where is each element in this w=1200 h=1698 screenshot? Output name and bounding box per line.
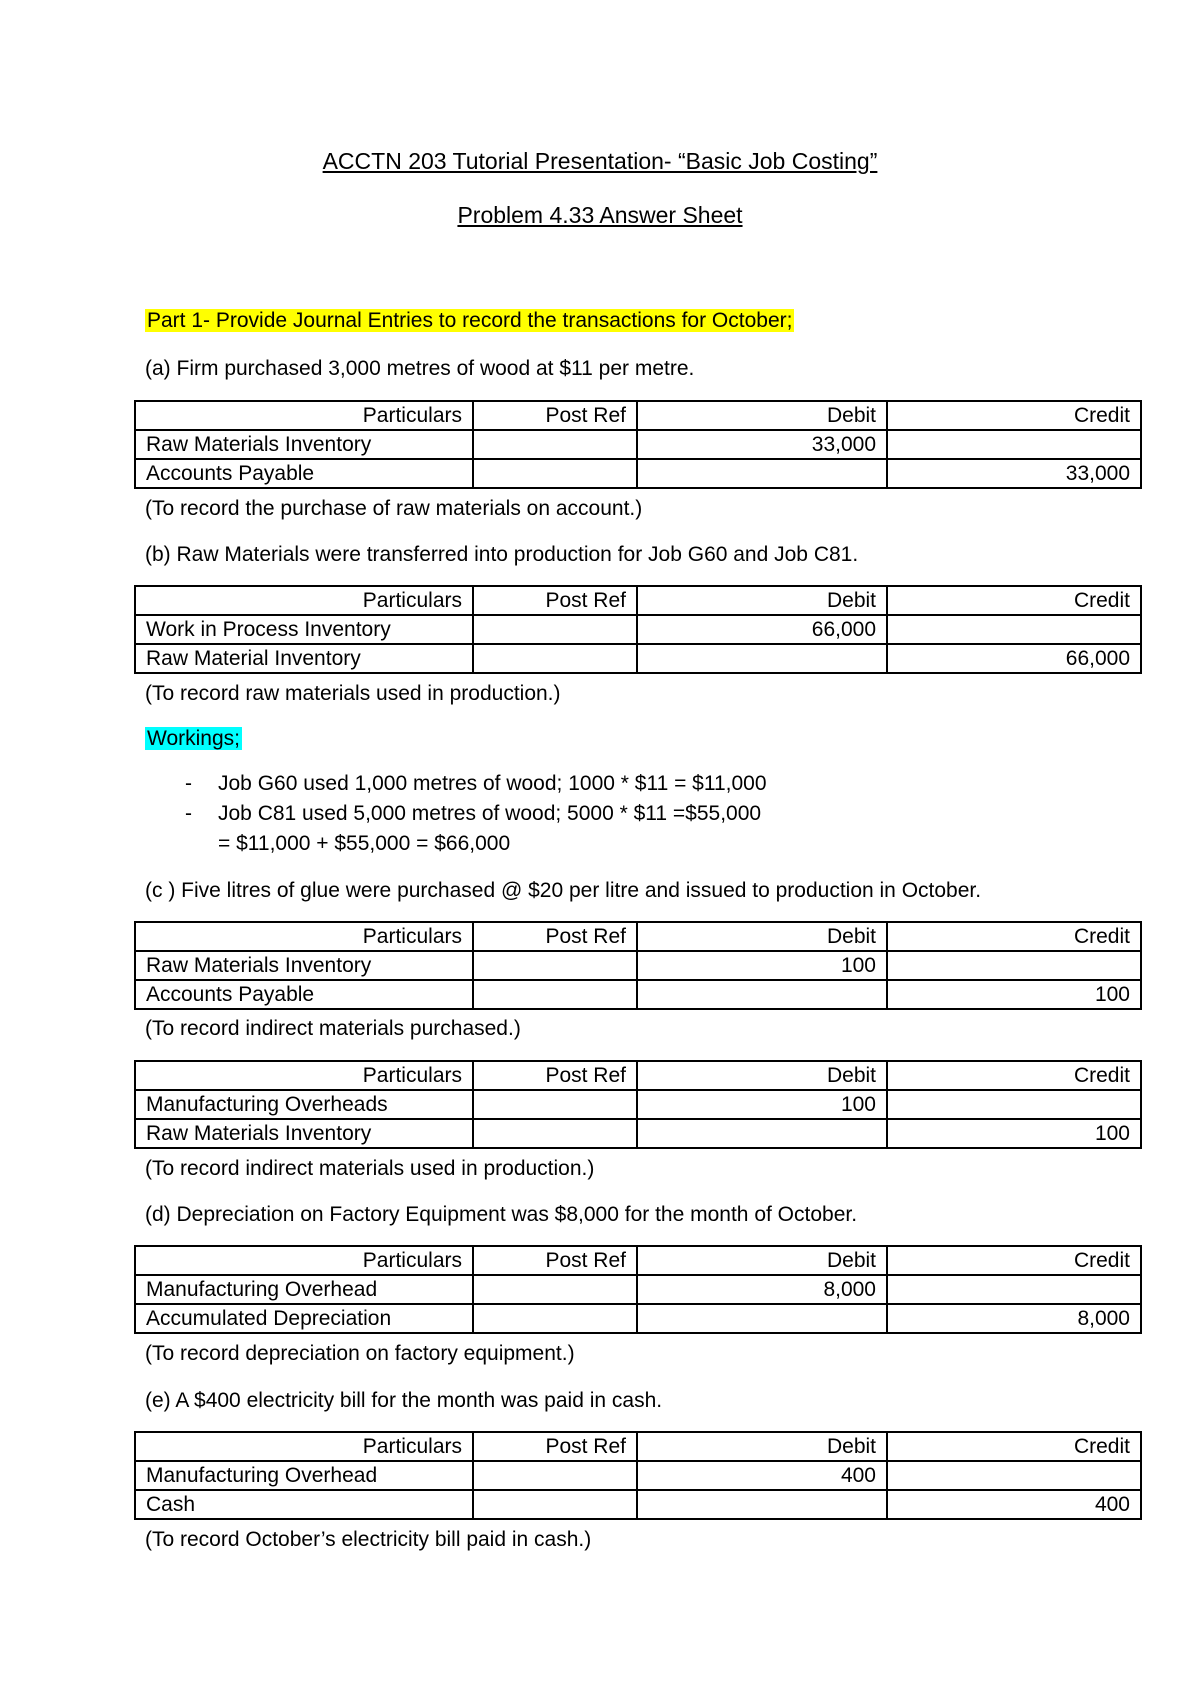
col-debit: Debit	[637, 1061, 887, 1090]
table-row	[135, 980, 1141, 1009]
col-post-ref: Post Ref	[473, 586, 637, 615]
particulars-cell: Accumulated Depreciation	[135, 1304, 473, 1333]
table-row	[135, 1461, 1141, 1490]
debit-cell: 8,000	[637, 1275, 887, 1304]
post-ref-cell	[473, 459, 637, 488]
note-d: (To record depreciation on factory equipment.)	[145, 1342, 575, 1365]
workings-total: = $11,000 + $55,000 = $66,000	[218, 832, 511, 855]
particulars-cell: Cash	[135, 1490, 473, 1519]
credit-cell: 8,000	[887, 1304, 1141, 1333]
question-d: (d) Depreciation on Factory Equipment was $8,000 for the month of October.	[145, 1203, 858, 1226]
col-particulars: Particulars	[135, 1432, 473, 1461]
page-title: ACCTN 203 Tutorial Presentation- “Basic Job Costing”	[322, 148, 878, 174]
credit-cell: 33,000	[887, 459, 1141, 488]
post-ref-cell	[473, 1119, 637, 1148]
workings-bullet: -	[185, 802, 192, 825]
col-particulars: Particulars	[135, 401, 473, 430]
note-a: (To record the purchase of raw materials on account.)	[145, 497, 643, 520]
journal-table-e	[134, 1431, 1142, 1520]
col-debit: Debit	[637, 1432, 887, 1461]
workings-bullet: -	[185, 772, 192, 795]
particulars-cell: Manufacturing Overhead	[135, 1461, 473, 1490]
credit-cell: 66,000	[887, 644, 1141, 673]
workings-label-text: Workings;	[147, 727, 240, 750]
table-header-row	[135, 586, 1141, 615]
particulars-cell: Raw Material Inventory	[135, 644, 473, 673]
workings-line: Job C81 used 5,000 metres of wood; 5000 * $11 =$55,000	[218, 802, 762, 825]
journal-table-c2	[134, 1060, 1142, 1149]
col-post-ref: Post Ref	[473, 1061, 637, 1090]
credit-cell	[887, 1461, 1141, 1490]
debit-cell	[637, 644, 887, 673]
note-c2: (To record indirect materials used in production.)	[145, 1157, 595, 1180]
debit-cell	[637, 1490, 887, 1519]
debit-cell	[637, 1119, 887, 1148]
debit-cell: 100	[637, 1090, 887, 1119]
post-ref-cell	[473, 1090, 637, 1119]
col-particulars: Particulars	[135, 1246, 473, 1275]
post-ref-cell	[473, 430, 637, 459]
note-b: (To record raw materials used in production.)	[145, 682, 561, 705]
col-particulars: Particulars	[135, 1061, 473, 1090]
credit-cell	[887, 430, 1141, 459]
debit-cell	[637, 459, 887, 488]
journal-table-b	[134, 585, 1142, 674]
particulars-cell: Accounts Payable	[135, 980, 473, 1009]
table-row	[135, 1275, 1141, 1304]
col-credit: Credit	[887, 401, 1141, 430]
debit-cell: 66,000	[637, 615, 887, 644]
credit-cell	[887, 615, 1141, 644]
journal-table-c1	[134, 921, 1142, 1010]
particulars-cell: Work in Process Inventory	[135, 615, 473, 644]
post-ref-cell	[473, 615, 637, 644]
col-debit: Debit	[637, 922, 887, 951]
credit-cell: 100	[887, 980, 1141, 1009]
particulars-cell: Raw Materials Inventory	[135, 1119, 473, 1148]
col-credit: Credit	[887, 922, 1141, 951]
table-header-row	[135, 401, 1141, 430]
table-row	[135, 644, 1141, 673]
post-ref-cell	[473, 1304, 637, 1333]
credit-cell	[887, 1090, 1141, 1119]
credit-cell	[887, 1275, 1141, 1304]
question-a: (a) Firm purchased 3,000 metres of wood at $11 per metre.	[145, 357, 695, 380]
col-post-ref: Post Ref	[473, 1432, 637, 1461]
col-credit: Credit	[887, 1061, 1141, 1090]
workings-line: Job G60 used 1,000 metres of wood; 1000 * $11 = $11,000	[218, 772, 767, 795]
table-row	[135, 459, 1141, 488]
note-c1: (To record indirect materials purchased.)	[145, 1017, 521, 1040]
col-post-ref: Post Ref	[473, 401, 637, 430]
table-row	[135, 1090, 1141, 1119]
journal-table-a	[134, 400, 1142, 489]
table-row	[135, 1490, 1141, 1519]
col-credit: Credit	[887, 1432, 1141, 1461]
question-c: (c ) Five litres of glue were purchased @ $20 per litre and issued to production in October.	[145, 879, 982, 902]
debit-cell: 400	[637, 1461, 887, 1490]
col-particulars: Particulars	[135, 922, 473, 951]
post-ref-cell	[473, 1461, 637, 1490]
credit-cell: 400	[887, 1490, 1141, 1519]
table-header-row	[135, 1246, 1141, 1275]
col-credit: Credit	[887, 586, 1141, 615]
particulars-cell: Manufacturing Overhead	[135, 1275, 473, 1304]
workings-label	[145, 727, 242, 751]
col-post-ref: Post Ref	[473, 922, 637, 951]
particulars-cell: Accounts Payable	[135, 459, 473, 488]
credit-cell: 100	[887, 1119, 1141, 1148]
col-post-ref: Post Ref	[473, 1246, 637, 1275]
col-credit: Credit	[887, 1246, 1141, 1275]
col-particulars: Particulars	[135, 586, 473, 615]
post-ref-cell	[473, 644, 637, 673]
page-subtitle: Problem 4.33 Answer Sheet	[457, 202, 743, 228]
question-b: (b) Raw Materials were transferred into production for Job G60 and Job C81.	[145, 543, 859, 566]
part1-heading-text: Part 1- Provide Journal Entries to record the transactions for October;	[147, 309, 793, 332]
debit-cell	[637, 980, 887, 1009]
debit-cell	[637, 1304, 887, 1333]
table-row	[135, 951, 1141, 980]
post-ref-cell	[473, 1275, 637, 1304]
debit-cell: 100	[637, 951, 887, 980]
particulars-cell: Manufacturing Overheads	[135, 1090, 473, 1119]
table-row	[135, 430, 1141, 459]
credit-cell	[887, 951, 1141, 980]
table-row	[135, 1119, 1141, 1148]
post-ref-cell	[473, 951, 637, 980]
post-ref-cell	[473, 980, 637, 1009]
table-row	[135, 615, 1141, 644]
particulars-cell: Raw Materials Inventory	[135, 430, 473, 459]
table-header-row	[135, 1432, 1141, 1461]
question-e: (e) A $400 electricity bill for the month was paid in cash.	[145, 1389, 663, 1412]
part1-heading	[145, 309, 794, 333]
col-debit: Debit	[637, 1246, 887, 1275]
particulars-cell: Raw Materials Inventory	[135, 951, 473, 980]
table-header-row	[135, 922, 1141, 951]
col-debit: Debit	[637, 586, 887, 615]
table-header-row	[135, 1061, 1141, 1090]
table-row	[135, 1304, 1141, 1333]
journal-table-d	[134, 1245, 1142, 1334]
debit-cell: 33,000	[637, 430, 887, 459]
post-ref-cell	[473, 1490, 637, 1519]
col-debit: Debit	[637, 401, 887, 430]
note-e: (To record October’s electricity bill paid in cash.)	[145, 1528, 592, 1551]
